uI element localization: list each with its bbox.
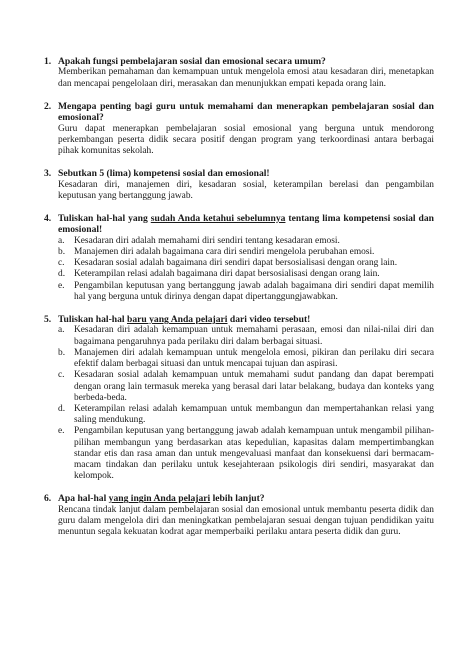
- list-item: [58, 236, 434, 247]
- list-item-text: Kesadaran diri adalah memahami diri sendiri tentang kesadaran emosi.: [74, 235, 340, 246]
- question-2: [44, 100, 434, 157]
- question-number: 6.: [44, 493, 52, 505]
- list-item: [58, 404, 434, 426]
- question-number: 1.: [44, 56, 52, 67]
- answer-list: [58, 325, 434, 482]
- question-title: [58, 314, 434, 325]
- list-item-text: Keterampilan relasi adalah bagaimana diri dapat bersosialisasi dengan orang lain.: [74, 269, 380, 280]
- list-marker: c.: [58, 258, 65, 269]
- list-item-text: Kesadaran sosial adalah bagaimana diri sendiri dapat bersosialisasi dengan orang lain.: [74, 258, 398, 269]
- list-item: [58, 370, 434, 404]
- question-5: [44, 314, 434, 482]
- list-marker: a.: [58, 325, 65, 336]
- list-item: [58, 269, 434, 280]
- list-item: [58, 325, 434, 347]
- answer-text: Guru dapat menerapkan pembelajaran sosial emosional yang berguna untuk mendorong perkembangan peserta didik secara positif dengan program yang terkoordinasi antara berbagai pihak komunitas sekolah.: [58, 123, 434, 157]
- title-underlined: yang ingin Anda pelajari: [108, 493, 211, 505]
- question-1: [44, 56, 434, 90]
- question-title: [58, 493, 434, 504]
- title-text: tentang lima kompetensi sosial dan emosional!: [58, 213, 434, 236]
- list-item: [58, 281, 434, 303]
- question-title: [58, 213, 434, 236]
- list-item: [58, 348, 434, 370]
- question-title: Mengapa penting bagi guru untuk memahami dan menerapkan pembelajaran sosial dan emosional?: [58, 100, 434, 124]
- list-marker: b.: [58, 347, 66, 358]
- title-text: Tuliskan hal-hal yang: [58, 213, 151, 225]
- question-4: [44, 213, 434, 303]
- question-number: 4.: [44, 213, 52, 225]
- list-item: [58, 426, 434, 482]
- list-marker: e.: [58, 426, 65, 437]
- list-item-text: Manajemen diri adalah bagaimana cara diri sendiri mengelola perubahan emosi.: [74, 247, 375, 258]
- list-item-text: Pengambilan keputusan yang bertanggung jawab adalah bagaimana diri sendiri dapat memilih hal yang berguna untuk dirinya dengan dapat dipertanggungjawabkan.: [74, 280, 434, 302]
- question-number: 3.: [44, 168, 52, 180]
- list-marker: d.: [58, 403, 66, 414]
- title-underlined: sudah Anda ketahui sebelumnya: [150, 213, 286, 225]
- answer-list: [58, 236, 434, 303]
- title-text: lebih lanjut?: [210, 493, 265, 505]
- question-number: 2.: [44, 100, 52, 112]
- question-title: Sebutkan 5 (lima) kompetensi sosial dan emosional!: [58, 168, 270, 180]
- list-marker: c.: [58, 370, 65, 381]
- list-item-text: Keterampilan relasi adalah kemampuan untuk membangun dan mempertahankan relasi yang saling mendukung.: [74, 403, 434, 426]
- list-item: [58, 258, 434, 269]
- question-6: [44, 493, 434, 538]
- list-item-text: Pengambilan keputusan yang bertanggung jawab adalah kemampuan untuk mengambil pilihan-pilihan membangun yang berdasarkan atas kepedulian, kapasitas dalam mempertimbangkan standar etis dan rasa aman dan untuk mengevaluasi manfaat dan konsekuensi dari bermacam-macam tindakan dan perilaku untuk kesejahteraan psikologis diri sendiri, masyarakat dan kelompok.: [74, 426, 434, 482]
- list-item-text: Manajemen diri adalah kemampuan untuk mengelola emosi, pikiran dan perilaku diri secara efektif dalam berbagai situasi dan untuk mencapai tujuan dan aspirasi.: [74, 347, 434, 370]
- title-underlined: baru yang Anda pelajari: [126, 314, 228, 326]
- answer-text: Memberikan pemahaman dan kemampuan untuk mengelola emosi atau kesadaran diri, menetapkan dan mencapai pengelolaan diri, merasakan dan menunjukkan empati kepada orang lain.: [58, 67, 434, 89]
- question-number: 5.: [44, 314, 52, 326]
- question-3: [44, 168, 434, 202]
- list-item-text: Kesadaran diri adalah kemampuan untuk memahami perasaan, emosi dan nilai-nilai diri dan bagaimana pengaruhnya pada perilaku diri dalam berbagai situasi.: [74, 325, 434, 347]
- answer-text: Kesadaran diri, manajemen diri, kesadaran sosial, keterampilan berelasi dan pengambilan keputusan yang bertanggung jawab.: [58, 179, 434, 201]
- list-marker: e.: [58, 280, 65, 291]
- title-text: Tuliskan hal-hal: [58, 314, 127, 326]
- title-text: dari video tersebut!: [227, 314, 311, 326]
- list-item-text: Kesadaran sosial adalah kemampuan untuk memahami sudut pandang dan dapat berempati dengan orang lain termasuk mereka yang berasal dari latar belakang, budaya dan konteks yang berbeda-beda.: [74, 370, 434, 403]
- list-marker: b.: [58, 247, 66, 258]
- list-marker: d.: [58, 269, 66, 280]
- question-title: Apakah fungsi pembelajaran sosial dan emosional secara umum?: [58, 56, 326, 67]
- title-text: Apa hal-hal: [58, 493, 109, 505]
- list-marker: a.: [58, 235, 65, 246]
- list-item: [58, 247, 434, 258]
- answer-text: Rencana tindak lanjut dalam pembelajaran sosial dan emosional untuk membantu peserta didik dan guru dalam mengelola diri dan meningkatkan pembelajaran sesuai dengan tujuan pendidikan yaitu menuntun segala kekuatan kodrat agar memperbaiki perilaku antara peserta didik dan guru.: [58, 504, 434, 538]
